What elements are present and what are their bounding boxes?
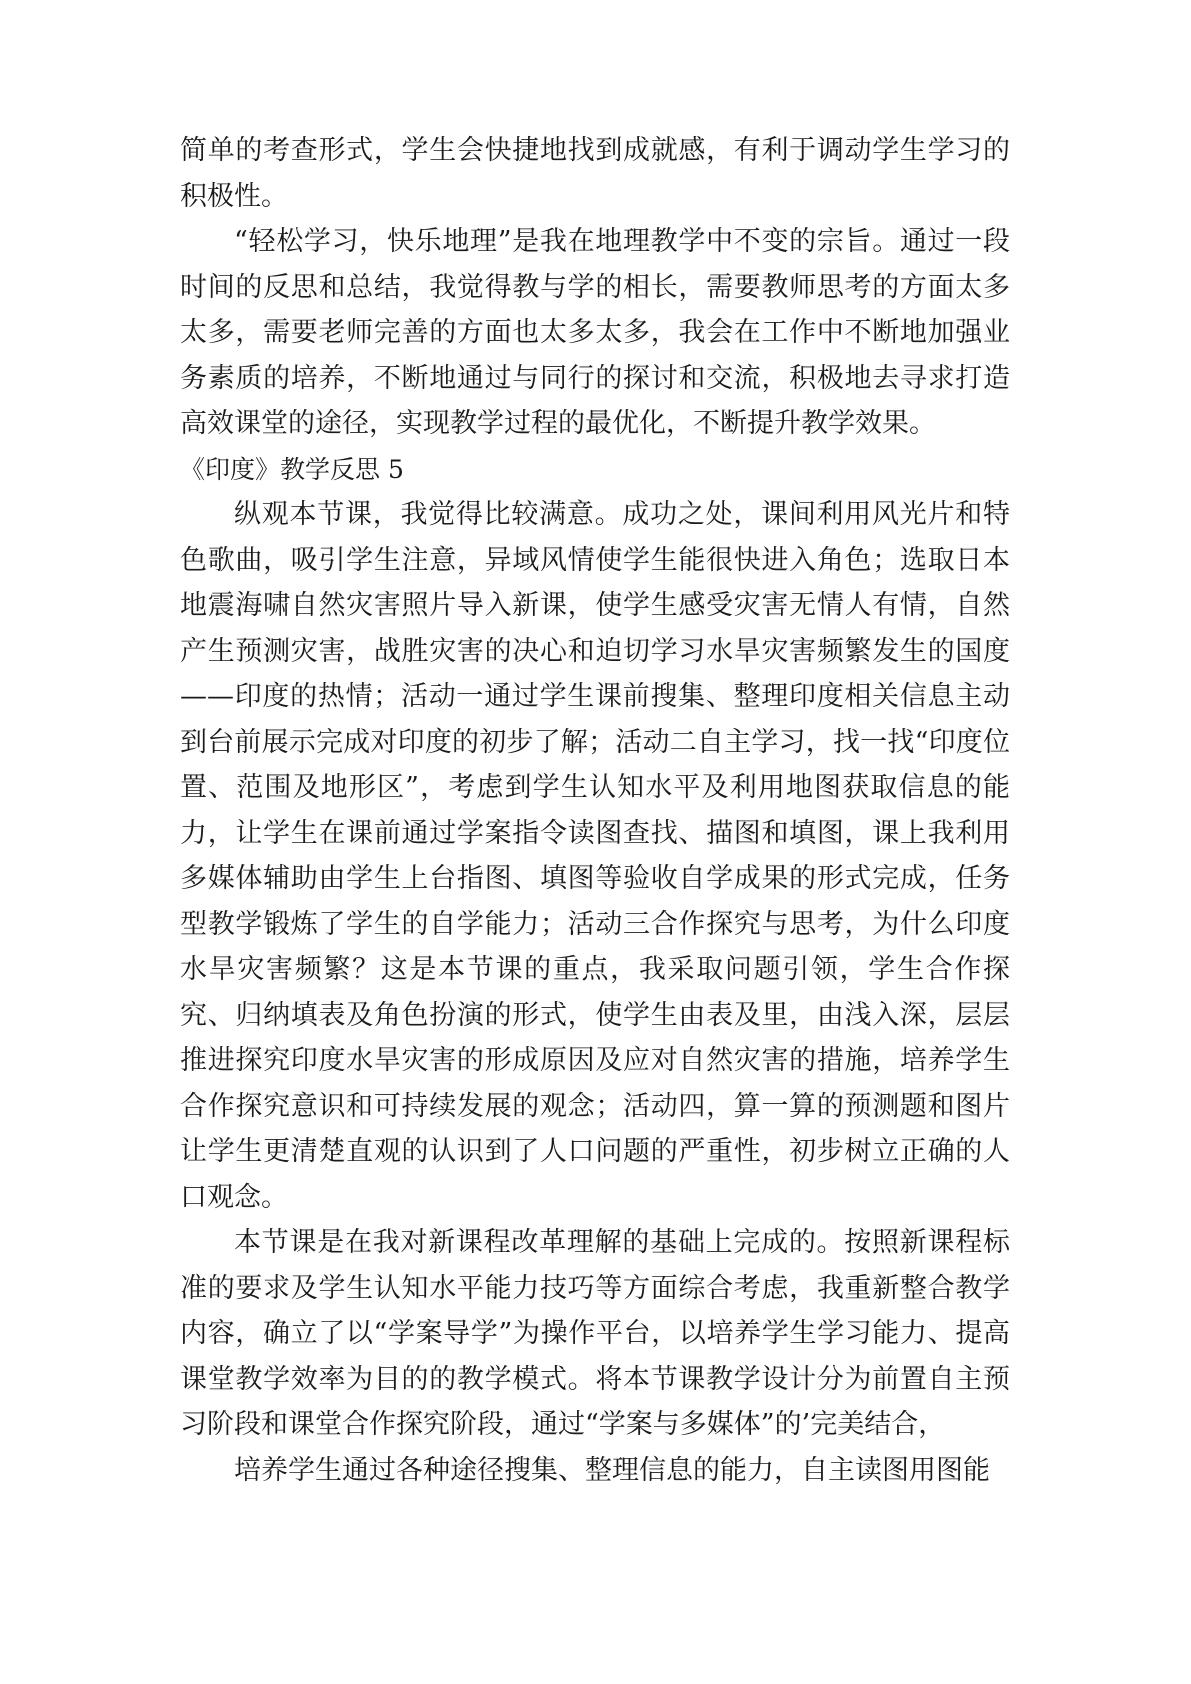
paragraph-1: 简单的考查形式，学生会快捷地找到成就感，有利于调动学生学习的积极性。: [180, 135, 1010, 212]
section-heading: 《印度》教学反思 5: [180, 454, 404, 484]
paragraph-4: 本节课是在我对新课程改革理解的基础上完成的。按照新课程标准的要求及学生认知水平能力技巧等方面综合考虑，我重新整合教学内容，确立了以“学案导学”为操作平台，以培养学生学习能力、提高课堂教学效率为目的的教学模式。将本节课教学设计分为前置自主预习阶段和课堂合作探究阶段，通过“学案与多媒体”的’完美结合，: [180, 1227, 1010, 1440]
paragraph-2: “轻松学习，快乐地理”是我在地理教学中不变的宗旨。通过一段时间的反思和总结，我觉得教与学的相长，需要教师思考的方面太多太多，需要老师完善的方面也太多太多，我会在工作中不断地加强业务素质的培养，不断地通过与同行的探讨和交流，积极地去寻求打造高效课堂的途径，实现教学过程的最优化，不断提升教学效果。: [180, 226, 1010, 439]
paragraph-5: 培养学生通过各种途径搜集、整理信息的能力，自主读图用图能: [234, 1454, 990, 1486]
paragraph-3: 纵观本节课，我觉得比较满意。成功之处，课间利用风光片和特色歌曲，吸引学生注意，异域风情使学生能很快进入角色；选取日本地震海啸自然灾害照片导入新课，使学生感受灾害无情人有情，自然产生预测灾害，战胜灾害的决心和迫切学习水旱灾害频繁发生的国度——印度的热情；活动一通过学生课前搜集、整理印度相关信息主动到台前展示完成对印度的初步了解；活动二自主学习，找一找“印度位置、范围及地形区”，考虑到学生认知水平及利用地图获取信息的能力，让学生在课前通过学案指令读图查找、描图和填图，课上我利用多媒体辅助由学生上台指图、填图等验收自学成果的形式完成，任务型教学锻炼了学生的自学能力；活动三合作探究与思考，为什么印度水旱灾害频繁？这是本节课的重点，我采取问题引领，学生合作探究、归纳填表及角色扮演的形式，使学生由表及里，由浅入深，层层推进探究印度水旱灾害的形成原因及应对自然灾害的措施，培养学生合作探究意识和可持续发展的观念；活动四，算一算的预测题和图片让学生更清楚直观的认识到了人口问题的严重性，初步树立正确的人口观念。: [180, 499, 1010, 1213]
document-page: [180, 128, 1010, 1493]
